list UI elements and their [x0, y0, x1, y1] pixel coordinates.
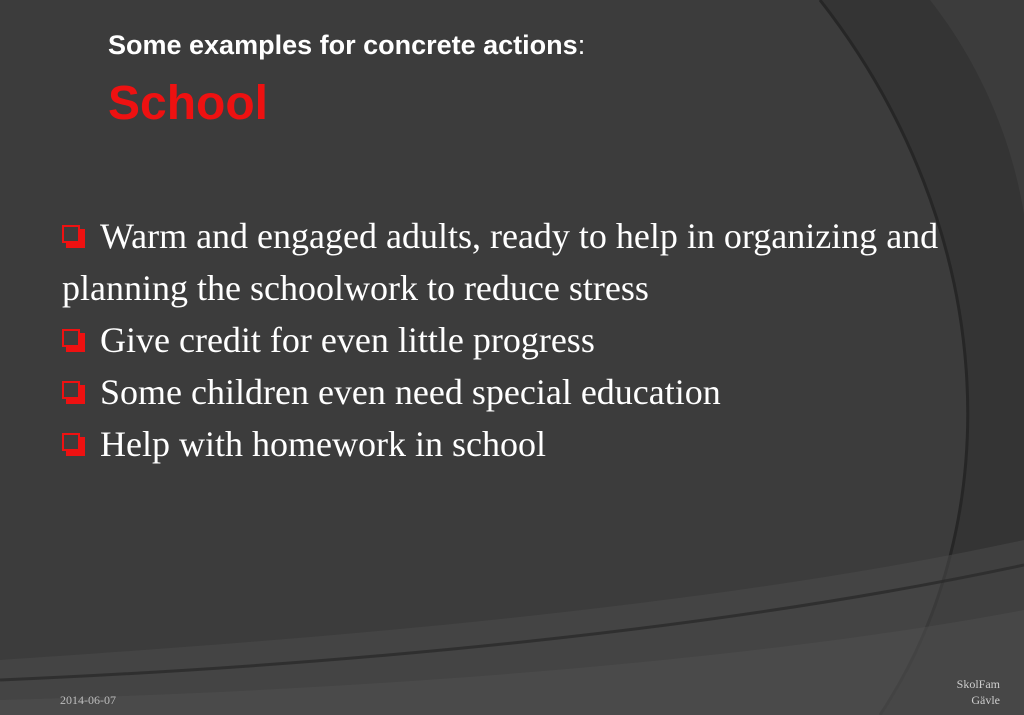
bullet-text: Some children even need special education — [100, 372, 721, 412]
bullet-text: Give credit for even little progress — [100, 320, 595, 360]
bullet-text: Help with homework in school — [100, 424, 546, 464]
bullet-item — [62, 314, 962, 366]
footer-org-line1: SkolFam — [956, 677, 1000, 691]
checkbox-bullet-icon — [62, 329, 88, 355]
checkbox-bullet-icon — [62, 433, 88, 459]
bullet-item — [62, 418, 962, 470]
slide-title — [108, 30, 585, 61]
checkbox-bullet-icon — [62, 225, 88, 251]
footer-date: 2014-06-07 — [60, 693, 116, 707]
bullet-text: Warm and engaged adults, ready to help in organizing and planning the schoolwork to reduce stress — [62, 216, 939, 308]
bullet-item — [62, 366, 962, 418]
bullet-item — [62, 210, 962, 314]
footer-organization — [957, 676, 1000, 708]
slide-title-text: Some examples for concrete actions — [108, 30, 578, 60]
slide-subtitle: School — [108, 77, 269, 130]
bullet-list — [62, 210, 962, 470]
checkbox-bullet-icon — [62, 381, 88, 407]
footer-org-line2: Gävle — [971, 693, 1000, 707]
slide-title-colon: : — [577, 30, 586, 60]
